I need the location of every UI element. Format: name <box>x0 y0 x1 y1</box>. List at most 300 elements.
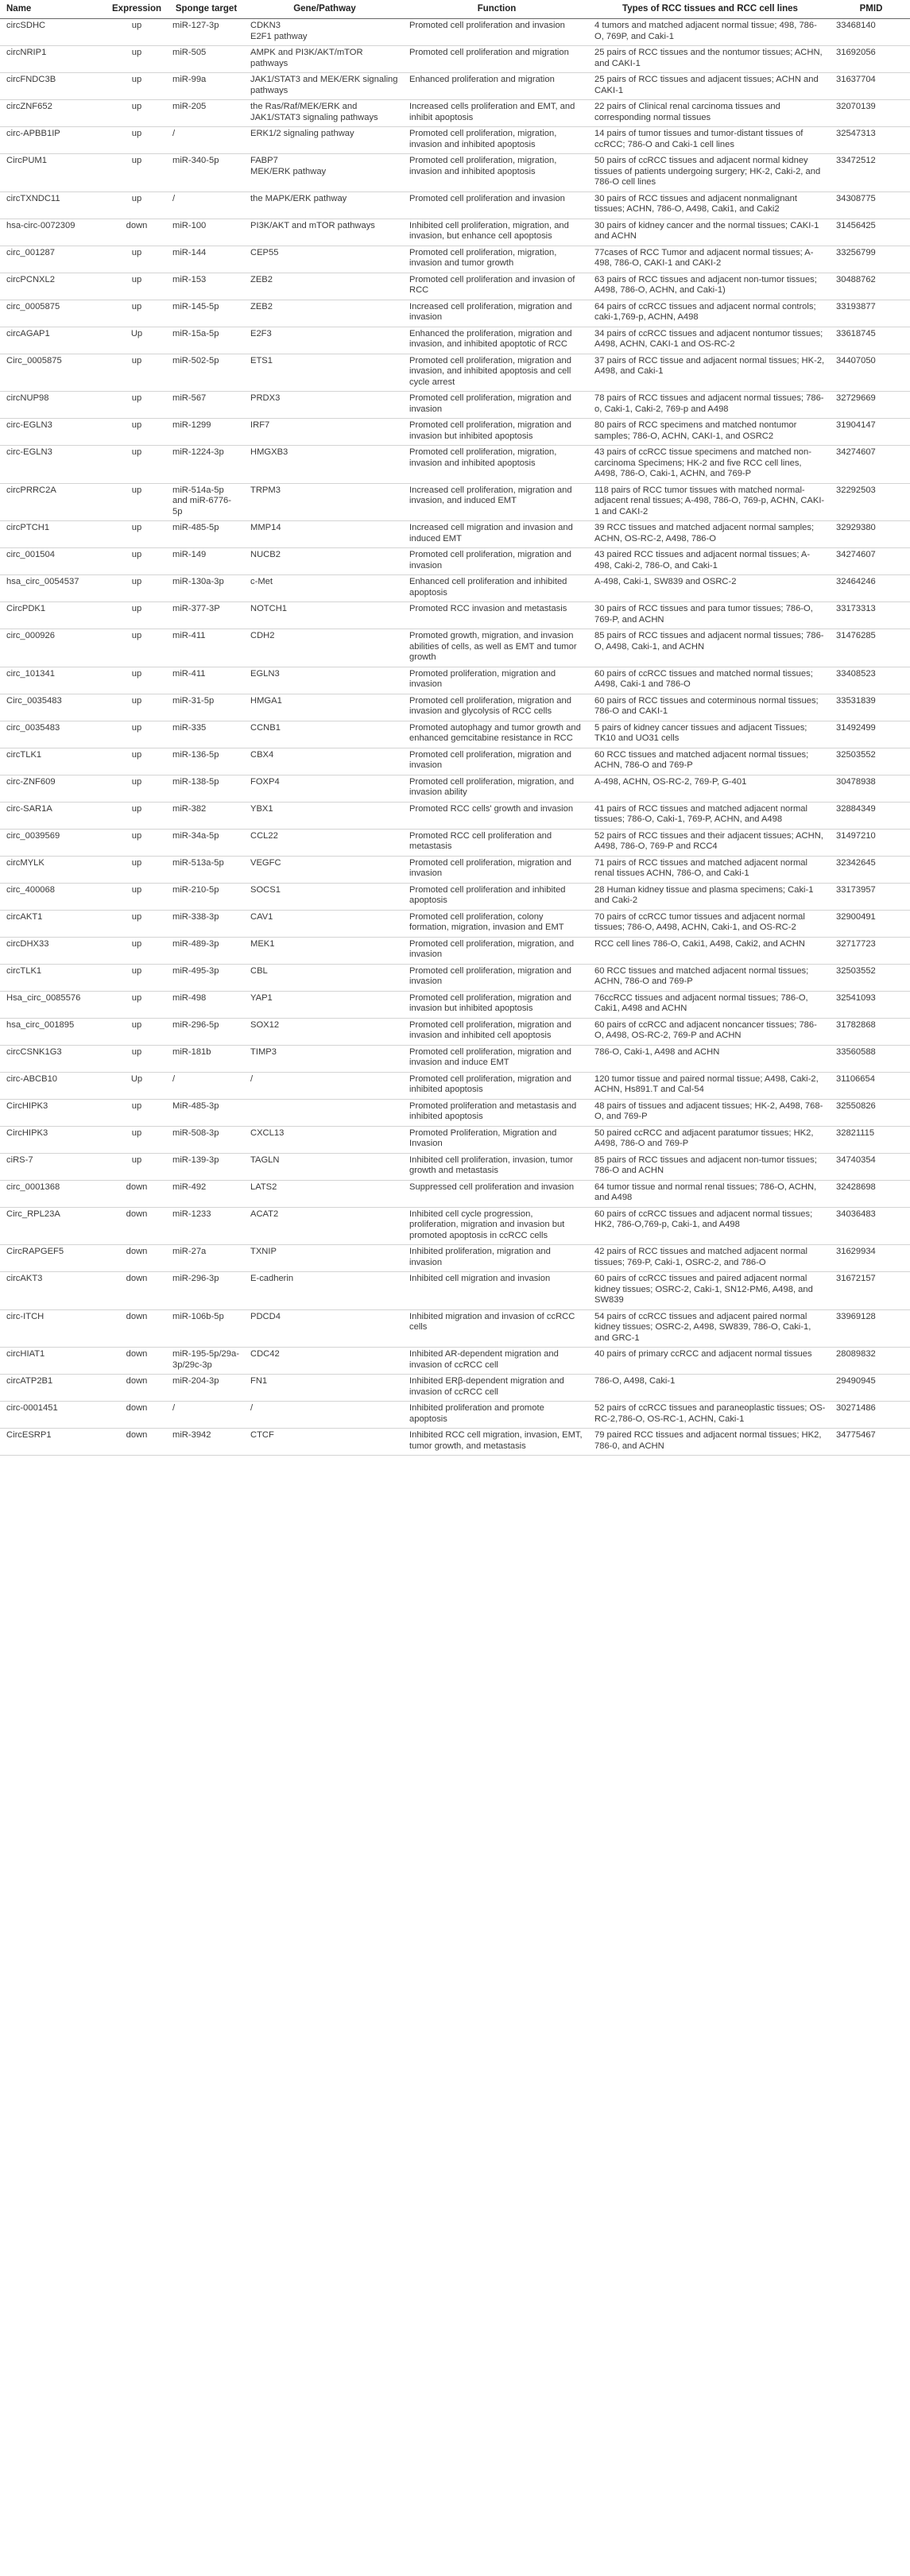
table-row <box>0 883 910 910</box>
table-row <box>0 1272 910 1310</box>
tissues-cell: 786-O, Caki-1, A498 and ACHN <box>588 1045 830 1072</box>
expression-cell: down <box>105 1429 166 1456</box>
name-cell: circ-0001451 <box>0 1402 105 1429</box>
sponge-target-cell: miR-1233 <box>166 1207 244 1245</box>
function-cell: Promoted cell proliferation, migration and invasion but inhibited apoptosis <box>403 991 588 1018</box>
name-cell: circATP2B1 <box>0 1375 105 1402</box>
name-cell: circPRRC2A <box>0 483 105 521</box>
tissues-cell: 34 pairs of ccRCC tissues and adjacent nontumor tissues; A498, ACHN, CAKI-1 and OS-RC-2 <box>588 327 830 354</box>
name-cell: circFNDC3B <box>0 73 105 100</box>
expression-cell: up <box>105 354 166 392</box>
name-cell: CircESRP1 <box>0 1429 105 1456</box>
gene-pathway-cell: E2F3 <box>244 327 403 354</box>
gene-pathway-cell: HMGA1 <box>244 694 403 721</box>
expression-cell: up <box>105 883 166 910</box>
tissues-cell: 70 pairs of ccRCC tumor tissues and adjacent normal tissues; 786-O, A498, ACHN, Caki-1, and OS-RC-2 <box>588 910 830 937</box>
table-row <box>0 775 910 802</box>
table-row <box>0 327 910 354</box>
sponge-target-cell: miR-195-5p/29a-3p/29c-3p <box>166 1348 244 1375</box>
sponge-target-cell: miR-514a-5p and miR-6776-5p <box>166 483 244 521</box>
name-cell: circPTCH1 <box>0 521 105 548</box>
pmid-cell: 33256799 <box>830 246 910 273</box>
function-cell: Promoted cell proliferation, migration, invasion and inhibited apoptosis <box>403 154 588 192</box>
function-cell: Promoted autophagy and tumor growth and enhanced gemcitabine resistance in RCC <box>403 721 588 748</box>
function-cell: Promoted cell proliferation, migration and invasion <box>403 856 588 883</box>
name-cell: circNRIP1 <box>0 46 105 73</box>
tissues-cell: 76ccRCC tissues and adjacent normal tissues; 786-O, Caki1, A498 and ACHN <box>588 991 830 1018</box>
name-cell: circ_0001368 <box>0 1180 105 1207</box>
pmid-cell: 34308775 <box>830 191 910 219</box>
name-cell: circ-ZNF609 <box>0 775 105 802</box>
function-cell: Inhibited cell proliferation, invasion, tumor growth and metastasis <box>403 1153 588 1180</box>
tissues-cell: 85 pairs of RCC tissues and adjacent non-tumor tissues; 786-O and ACHN <box>588 1153 830 1180</box>
name-cell: hsa_circ_0054537 <box>0 575 105 602</box>
sponge-target-cell: miR-136-5p <box>166 748 244 775</box>
pmid-cell: 33531839 <box>830 694 910 721</box>
sponge-target-cell: miR-3942 <box>166 1429 244 1456</box>
function-cell: Promoted cell proliferation, migration and inhibited apoptosis <box>403 1072 588 1099</box>
table-row <box>0 300 910 327</box>
table-row <box>0 548 910 575</box>
tissues-cell: 41 pairs of RCC tissues and matched adjacent normal tissues; 786-O, Caki-1, 769-P, ACHN, and A498 <box>588 802 830 829</box>
pmid-cell: 31904147 <box>830 419 910 446</box>
expression-cell: up <box>105 694 166 721</box>
sponge-target-cell: miR-1224-3p <box>166 446 244 484</box>
gene-pathway-cell: VEGFC <box>244 856 403 883</box>
function-cell: Inhibited proliferation, migration and invasion <box>403 1245 588 1272</box>
sponge-target-cell: / <box>166 191 244 219</box>
pmid-cell: 32884349 <box>830 802 910 829</box>
sponge-target-cell: miR-505 <box>166 46 244 73</box>
sponge-target-cell: miR-567 <box>166 392 244 419</box>
table-row <box>0 1348 910 1375</box>
tissues-cell: 60 pairs of RCC tissues and coterminous normal tissues; 786-O and CAKI-1 <box>588 694 830 721</box>
table-row <box>0 446 910 484</box>
sponge-target-cell: miR-153 <box>166 273 244 300</box>
gene-pathway-cell: CBL <box>244 964 403 991</box>
sponge-target-cell: miR-296-3p <box>166 1272 244 1310</box>
function-cell: Promoted cell proliferation, migration and invasion and glycolysis of RCC cells <box>403 694 588 721</box>
gene-pathway-cell: CEP55 <box>244 246 403 273</box>
pmid-cell: 33173957 <box>830 883 910 910</box>
function-cell: Promoted proliferation and metastasis and inhibited apoptosis <box>403 1099 588 1126</box>
table-row <box>0 802 910 829</box>
sponge-target-cell: miR-15a-5p <box>166 327 244 354</box>
tissues-cell: 48 pairs of tissues and adjacent tissues; HK-2, A498, 768-O, and 769-P <box>588 1099 830 1126</box>
expression-cell: up <box>105 19 166 46</box>
pmid-cell: 32900491 <box>830 910 910 937</box>
function-cell: Enhanced proliferation and migration <box>403 73 588 100</box>
expression-cell: up <box>105 300 166 327</box>
table-row <box>0 219 910 246</box>
function-cell: Inhibited AR-dependent migration and invasion of ccRCC cell <box>403 1348 588 1375</box>
table-row <box>0 748 910 775</box>
expression-cell: up <box>105 937 166 964</box>
expression-cell: up <box>105 775 166 802</box>
expression-cell: down <box>105 1245 166 1272</box>
sponge-target-cell: miR-139-3p <box>166 1153 244 1180</box>
name-cell: CircHIPK3 <box>0 1099 105 1126</box>
gene-pathway-cell: CXCL13 <box>244 1126 403 1153</box>
expression-cell: up <box>105 548 166 575</box>
name-cell: circ_000926 <box>0 629 105 667</box>
gene-pathway-cell: IRF7 <box>244 419 403 446</box>
tissues-cell: A-498, Caki-1, SW839 and OSRC-2 <box>588 575 830 602</box>
function-cell: Promoted cell proliferation and invasion <box>403 19 588 46</box>
function-cell: Promoted cell proliferation, migration and invasion <box>403 392 588 419</box>
expression-cell: up <box>105 483 166 521</box>
table-row <box>0 1375 910 1402</box>
function-cell: Promoted RCC cells' growth and invasion <box>403 802 588 829</box>
header-sponge-target: Sponge target <box>166 0 244 19</box>
function-cell: Promoted RCC invasion and metastasis <box>403 602 588 629</box>
gene-pathway-cell: ACAT2 <box>244 1207 403 1245</box>
table-row <box>0 964 910 991</box>
table-row <box>0 667 910 694</box>
gene-pathway-cell: SOX12 <box>244 1018 403 1045</box>
tissues-cell: 54 pairs of ccRCC tissues and adjacent paired normal kidney tissues; OSRC-2, A498, SW839, 786-O, Caki-1, and GRC-1 <box>588 1309 830 1348</box>
name-cell: hsa-circ-0072309 <box>0 219 105 246</box>
function-cell: Promoted cell proliferation and invasion of RCC <box>403 273 588 300</box>
name-cell: circDHX33 <box>0 937 105 964</box>
table-row <box>0 937 910 964</box>
function-cell: Promoted cell proliferation, migration and invasion <box>403 748 588 775</box>
function-cell: Enhanced the proliferation, migration and invasion, and inhibited apoptotic of RCC <box>403 327 588 354</box>
function-cell: Inhibited cell migration and invasion <box>403 1272 588 1310</box>
name-cell: circCSNK1G3 <box>0 1045 105 1072</box>
table-body <box>0 19 910 1456</box>
sponge-target-cell: / <box>166 127 244 154</box>
table-row <box>0 1429 910 1456</box>
function-cell: Promoted proliferation, migration and invasion <box>403 667 588 694</box>
name-cell: circZNF652 <box>0 100 105 127</box>
expression-cell: up <box>105 100 166 127</box>
pmid-cell: 33969128 <box>830 1309 910 1348</box>
expression-cell: up <box>105 629 166 667</box>
sponge-target-cell: miR-498 <box>166 991 244 1018</box>
name-cell: circNUP98 <box>0 392 105 419</box>
gene-pathway-cell: ERK1/2 signaling pathway <box>244 127 403 154</box>
tissues-cell: 60 RCC tissues and matched adjacent normal tissues; ACHN, 786-O and 769-P <box>588 748 830 775</box>
sponge-target-cell: / <box>166 1402 244 1429</box>
pmid-cell: 31637704 <box>830 73 910 100</box>
function-cell: Inhibited cell proliferation, migration, and invasion, but enhance cell apoptosis <box>403 219 588 246</box>
function-cell: Promoted cell proliferation and migration <box>403 46 588 73</box>
expression-cell: down <box>105 219 166 246</box>
function-cell: Inhibited RCC cell migration, invasion, EMT, tumor growth, and metastasis <box>403 1429 588 1456</box>
tissues-cell: 30 pairs of RCC tissues and adjacent nonmalignant tissues; ACHN, 786-O, A498, Caki1, and Caki2 <box>588 191 830 219</box>
tissues-cell: 77cases of RCC Tumor and adjacent normal tissues; A-498, 786-O, CAKI-1 and CAKI-2 <box>588 246 830 273</box>
expression-cell: Up <box>105 327 166 354</box>
gene-pathway-cell: MEK1 <box>244 937 403 964</box>
expression-cell: up <box>105 575 166 602</box>
tissues-cell: 80 pairs of RCC specimens and matched nontumor samples; 786-O, ACHN, CAKI-1, and OSRC2 <box>588 419 830 446</box>
gene-pathway-cell: CCNB1 <box>244 721 403 748</box>
name-cell: circTLK1 <box>0 964 105 991</box>
expression-cell: up <box>105 392 166 419</box>
gene-pathway-cell: ZEB2 <box>244 273 403 300</box>
expression-cell: up <box>105 667 166 694</box>
expression-cell: up <box>105 191 166 219</box>
table-row <box>0 829 910 856</box>
gene-pathway-cell: CAV1 <box>244 910 403 937</box>
tissues-cell: 71 pairs of RCC tissues and matched adjacent normal renal tissues ACHN, 786-O, and Caki-1 <box>588 856 830 883</box>
pmid-cell: 30488762 <box>830 273 910 300</box>
table-row <box>0 246 910 273</box>
table-row <box>0 73 910 100</box>
tissues-cell: 43 paired RCC tissues and adjacent normal tissues; A-498, Caki-2, 786-O, and Caki-1 <box>588 548 830 575</box>
tissues-cell: 63 pairs of RCC tissues and adjacent non-tumor tissues; A498, 786-O, ACHN, and Caki-1) <box>588 273 830 300</box>
expression-cell: up <box>105 1153 166 1180</box>
gene-pathway-cell <box>244 1099 403 1126</box>
sponge-target-cell: miR-411 <box>166 629 244 667</box>
expression-cell: down <box>105 1375 166 1402</box>
name-cell: circ-EGLN3 <box>0 419 105 446</box>
gene-pathway-cell: PI3K/AKT and mTOR pathways <box>244 219 403 246</box>
gene-pathway-cell: FABP7 MEK/ERK pathway <box>244 154 403 192</box>
pmid-cell: 32070139 <box>830 100 910 127</box>
gene-pathway-cell: HMGXB3 <box>244 446 403 484</box>
gene-pathway-cell: PDCD4 <box>244 1309 403 1348</box>
pmid-cell: 31492499 <box>830 721 910 748</box>
function-cell: Promoted cell proliferation, colony formation, migration, invasion and EMT <box>403 910 588 937</box>
sponge-target-cell: miR-205 <box>166 100 244 127</box>
expression-cell: up <box>105 802 166 829</box>
gene-pathway-cell: E-cadherin <box>244 1272 403 1310</box>
pmid-cell: 33173313 <box>830 602 910 629</box>
table-row <box>0 1072 910 1099</box>
gene-pathway-cell: EGLN3 <box>244 667 403 694</box>
pmid-cell: 32729669 <box>830 392 910 419</box>
expression-cell: up <box>105 964 166 991</box>
sponge-target-cell: miR-340-5p <box>166 154 244 192</box>
name-cell: circTXNDC11 <box>0 191 105 219</box>
sponge-target-cell: miR-106b-5p <box>166 1309 244 1348</box>
expression-cell: up <box>105 1099 166 1126</box>
tissues-cell: 37 pairs of RCC tissue and adjacent normal tissues; HK-2, A498, and Caki-1 <box>588 354 830 392</box>
sponge-target-cell: miR-27a <box>166 1245 244 1272</box>
pmid-cell: 32550826 <box>830 1099 910 1126</box>
sponge-target-cell: miR-145-5p <box>166 300 244 327</box>
header-expression: Expression <box>105 0 166 19</box>
expression-cell: up <box>105 829 166 856</box>
expression-cell: up <box>105 521 166 548</box>
name-cell: CircPDK1 <box>0 602 105 629</box>
pmid-cell: 33468140 <box>830 19 910 46</box>
tissues-cell: 50 pairs of ccRCC tissues and adjacent normal kidney tissues of patients undergoing surgery; HK-2, Caki-2, and 786-O cell lines <box>588 154 830 192</box>
pmid-cell: 34036483 <box>830 1207 910 1245</box>
gene-pathway-cell: AMPK and PI3K/AKT/mTOR pathways <box>244 46 403 73</box>
header-pmid: PMID <box>830 0 910 19</box>
name-cell: circAKT1 <box>0 910 105 937</box>
gene-pathway-cell: YAP1 <box>244 991 403 1018</box>
gene-pathway-cell: TIMP3 <box>244 1045 403 1072</box>
sponge-target-cell: miR-144 <box>166 246 244 273</box>
name-cell: circ_0005875 <box>0 300 105 327</box>
table-row <box>0 1207 910 1245</box>
gene-pathway-cell: CDKN3 E2F1 pathway <box>244 19 403 46</box>
sponge-target-cell: / <box>166 1072 244 1099</box>
function-cell: Inhibited migration and invasion of ccRCC cells <box>403 1309 588 1348</box>
table-row <box>0 354 910 392</box>
header-row <box>0 0 910 19</box>
gene-pathway-cell: CDH2 <box>244 629 403 667</box>
pmid-cell: 31629934 <box>830 1245 910 1272</box>
gene-pathway-cell: TRPM3 <box>244 483 403 521</box>
gene-pathway-cell: CBX4 <box>244 748 403 775</box>
pmid-cell: 32547313 <box>830 127 910 154</box>
sponge-target-cell: MiR-485-3p <box>166 1099 244 1126</box>
name-cell: circMYLK <box>0 856 105 883</box>
sponge-target-cell: miR-335 <box>166 721 244 748</box>
pmid-cell: 29490945 <box>830 1375 910 1402</box>
tissues-cell: 52 pairs of RCC tissues and their adjacent tissues; ACHN, A498, 786-O, 769-P and RCC4 <box>588 829 830 856</box>
tissues-cell: 40 pairs of primary ccRCC and adjacent normal tissues <box>588 1348 830 1375</box>
function-cell: Promoted growth, migration, and invasion abilities of cells, as well as EMT and tumor growth <box>403 629 588 667</box>
gene-pathway-cell: PRDX3 <box>244 392 403 419</box>
tissues-cell: 25 pairs of RCC tissues and the nontumor tissues; ACHN, and CAKI-1 <box>588 46 830 73</box>
header-function: Function <box>403 0 588 19</box>
sponge-target-cell: miR-130a-3p <box>166 575 244 602</box>
tissues-cell: 78 pairs of RCC tissues and adjacent normal tissues; 786-o, Caki-1, Caki-2, 769-p and A498 <box>588 392 830 419</box>
name-cell: Circ_RPL23A <box>0 1207 105 1245</box>
expression-cell: up <box>105 446 166 484</box>
function-cell: Suppressed cell proliferation and invasion <box>403 1180 588 1207</box>
function-cell: Promoted cell proliferation, migration and invasion and induce EMT <box>403 1045 588 1072</box>
sponge-target-cell: miR-99a <box>166 73 244 100</box>
gene-pathway-cell: FOXP4 <box>244 775 403 802</box>
expression-cell: down <box>105 1309 166 1348</box>
pmid-cell: 33472512 <box>830 154 910 192</box>
expression-cell: up <box>105 910 166 937</box>
function-cell: Promoted cell proliferation, migration, invasion and tumor growth <box>403 246 588 273</box>
table-row <box>0 910 910 937</box>
tissues-cell: 28 Human kidney tissue and plasma specimens; Caki-1 and Caki-2 <box>588 883 830 910</box>
table-row <box>0 273 910 300</box>
pmid-cell: 32342645 <box>830 856 910 883</box>
function-cell: Promoted cell proliferation, migration and invasion and inhibited cell apoptosis <box>403 1018 588 1045</box>
function-cell: Promoted RCC cell proliferation and metastasis <box>403 829 588 856</box>
function-cell: Increased cell proliferation, migration and invasion, and induced EMT <box>403 483 588 521</box>
table-row <box>0 1309 910 1348</box>
tissues-cell: 14 pairs of tumor tissues and tumor-distant tissues of ccRCC; 786-O and Caki-1 cell lines <box>588 127 830 154</box>
pmid-cell: 33193877 <box>830 300 910 327</box>
gene-pathway-cell: / <box>244 1072 403 1099</box>
pmid-cell: 32292503 <box>830 483 910 521</box>
pmid-cell: 32541093 <box>830 991 910 1018</box>
gene-pathway-cell: the Ras/Raf/MEK/ERK and JAK1/STAT3 signaling pathways <box>244 100 403 127</box>
table-row <box>0 191 910 219</box>
function-cell: Promoted cell proliferation, migration, invasion and inhibited apoptosis <box>403 127 588 154</box>
table-row <box>0 991 910 1018</box>
name-cell: CircHIPK3 <box>0 1126 105 1153</box>
tissues-cell: A-498, ACHN, OS-RC-2, 769-P, G-401 <box>588 775 830 802</box>
pmid-cell: 34740354 <box>830 1153 910 1180</box>
tissues-cell: 52 pairs of ccRCC tissues and paraneoplastic tissues; OS-RC-2,786-O, OS-RC-1, ACHN, Caki-1 <box>588 1402 830 1429</box>
function-cell: Promoted cell proliferation, migration, and invasion ability <box>403 775 588 802</box>
name-cell: circ_0039569 <box>0 829 105 856</box>
function-cell: Increased cell proliferation, migration and invasion <box>403 300 588 327</box>
table-header <box>0 0 910 19</box>
pmid-cell: 34274607 <box>830 548 910 575</box>
pmid-cell: 30271486 <box>830 1402 910 1429</box>
table-row <box>0 1245 910 1272</box>
tissues-cell: RCC cell lines 786-O, Caki1, A498, Caki2, and ACHN <box>588 937 830 964</box>
gene-pathway-cell: YBX1 <box>244 802 403 829</box>
function-cell: Promoted cell proliferation, migration, invasion and inhibited apoptosis <box>403 446 588 484</box>
sponge-target-cell: miR-411 <box>166 667 244 694</box>
sponge-target-cell: miR-513a-5p <box>166 856 244 883</box>
expression-cell: up <box>105 991 166 1018</box>
sponge-target-cell: miR-502-5p <box>166 354 244 392</box>
name-cell: circ-ITCH <box>0 1309 105 1348</box>
tissues-cell: 30 pairs of kidney cancer and the normal tissues; CAKI-1 and ACHN <box>588 219 830 246</box>
table-row <box>0 1045 910 1072</box>
pmid-cell: 31106654 <box>830 1072 910 1099</box>
pmid-cell: 32428698 <box>830 1180 910 1207</box>
gene-pathway-cell: TXNIP <box>244 1245 403 1272</box>
table-row <box>0 1018 910 1045</box>
name-cell: circ_400068 <box>0 883 105 910</box>
pmid-cell: 31672157 <box>830 1272 910 1310</box>
name-cell: circ-SAR1A <box>0 802 105 829</box>
gene-pathway-cell: SOCS1 <box>244 883 403 910</box>
expression-cell: Up <box>105 1072 166 1099</box>
function-cell: Promoted cell proliferation and inhibited apoptosis <box>403 883 588 910</box>
sponge-target-cell: miR-508-3p <box>166 1126 244 1153</box>
name-cell: circ_0035483 <box>0 721 105 748</box>
name-cell: circ-APBB1IP <box>0 127 105 154</box>
pmid-cell: 33618745 <box>830 327 910 354</box>
function-cell: Promoted cell proliferation, migration and invasion but inhibited apoptosis <box>403 419 588 446</box>
header-gene-pathway: Gene/Pathway <box>244 0 403 19</box>
expression-cell: up <box>105 273 166 300</box>
gene-pathway-cell: NOTCH1 <box>244 602 403 629</box>
pmid-cell: 31497210 <box>830 829 910 856</box>
table-row <box>0 154 910 192</box>
tissues-cell: 50 paired ccRCC and adjacent paratumor tissues; HK2, A498, 786-O and 769-P <box>588 1126 830 1153</box>
table-row <box>0 1099 910 1126</box>
gene-pathway-cell: CTCF <box>244 1429 403 1456</box>
table-row <box>0 1153 910 1180</box>
gene-pathway-cell: CCL22 <box>244 829 403 856</box>
gene-pathway-cell: JAK1/STAT3 and MEK/ERK signaling pathways <box>244 73 403 100</box>
expression-cell: up <box>105 721 166 748</box>
tissues-cell: 25 pairs of RCC tissues and adjacent tissues; ACHN and CAKI-1 <box>588 73 830 100</box>
sponge-target-cell: miR-181b <box>166 1045 244 1072</box>
name-cell: circPCNXL2 <box>0 273 105 300</box>
gene-pathway-cell: CDC42 <box>244 1348 403 1375</box>
expression-cell: down <box>105 1348 166 1375</box>
name-cell: CircPUM1 <box>0 154 105 192</box>
sponge-target-cell: miR-377-3P <box>166 602 244 629</box>
pmid-cell: 33560588 <box>830 1045 910 1072</box>
expression-cell: up <box>105 748 166 775</box>
pmid-cell: 31456425 <box>830 219 910 246</box>
pmid-cell: 31692056 <box>830 46 910 73</box>
name-cell: ciRS-7 <box>0 1153 105 1180</box>
expression-cell: down <box>105 1207 166 1245</box>
expression-cell: up <box>105 602 166 629</box>
name-cell: circAKT3 <box>0 1272 105 1310</box>
function-cell: Inhibited cell cycle progression, proliferation, migration and invasion but promoted apoptosis in ccRCC cells <box>403 1207 588 1245</box>
tissues-cell: 42 pairs of RCC tissues and matched adjacent normal tissues; 769-P, Caki-1, OSRC-2, and 786-O <box>588 1245 830 1272</box>
tissues-cell: 120 tumor tissue and paired normal tissue; A498, Caki-2, ACHN, Hs891.T and Cal-54 <box>588 1072 830 1099</box>
name-cell: circSDHC <box>0 19 105 46</box>
tissues-cell: 85 pairs of RCC tissues and adjacent normal tissues; 786-O, A498, Caki-1, and ACHN <box>588 629 830 667</box>
gene-pathway-cell: / <box>244 1402 403 1429</box>
sponge-target-cell: miR-127-3p <box>166 19 244 46</box>
